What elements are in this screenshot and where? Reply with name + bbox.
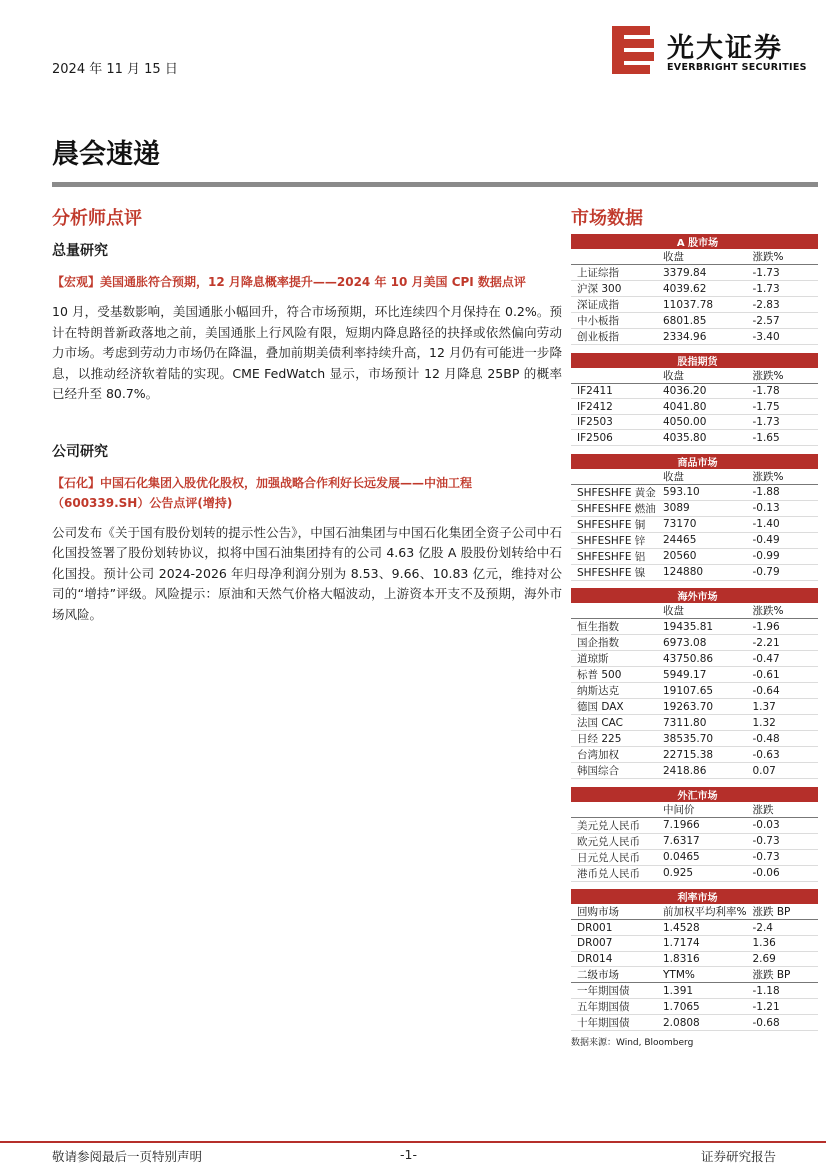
table-row-cell: 中小板指 <box>571 313 657 329</box>
market-section-header <box>571 454 818 469</box>
logo-text-cn: 光大证券 <box>667 33 783 64</box>
table-row-cell: 国企指数 <box>571 635 657 651</box>
table-row <box>571 833 818 849</box>
table-row <box>571 484 818 500</box>
table-row-cell: 1.36 <box>746 936 818 952</box>
column-header-row-cell: YTM% <box>657 967 746 983</box>
table-gap <box>571 446 818 454</box>
table-row-cell: -1.21 <box>746 999 818 1015</box>
table-row-cell: IF2411 <box>571 383 657 399</box>
market-section-header <box>571 787 818 802</box>
table-row <box>571 532 818 548</box>
table-row-cell: 11037.78 <box>657 297 746 313</box>
market-section-header <box>571 234 818 249</box>
table-row-cell: 20560 <box>657 548 746 564</box>
table-row-cell: 2418.86 <box>657 763 746 779</box>
market-section-label: 外汇市场 <box>571 787 818 802</box>
table-row <box>571 383 818 399</box>
table-row-cell: -0.06 <box>746 865 818 881</box>
table-row-cell: 4035.80 <box>657 430 746 446</box>
table-row-cell: -0.03 <box>746 817 818 833</box>
table-row-cell: 7.6317 <box>657 833 746 849</box>
table-row-cell: SHFESHFE 燃油 <box>571 500 657 516</box>
table-row-cell: 欧元兑人民币 <box>571 833 657 849</box>
table-row <box>571 265 818 281</box>
table-row-cell: 五年期国债 <box>571 999 657 1015</box>
market-data-heading: 市场数据 <box>571 208 643 229</box>
page-title: 晨会速递 <box>52 139 160 170</box>
data-source-note: 数据来源：Wind, Bloomberg <box>571 1038 694 1049</box>
table-row-cell: -1.88 <box>746 484 818 500</box>
table-row-cell: 1.4528 <box>657 920 746 936</box>
table-row-cell: 4041.80 <box>657 399 746 415</box>
table-row-cell: 5949.17 <box>657 667 746 683</box>
page-number: -1- <box>400 1147 417 1162</box>
table-row <box>571 667 818 683</box>
table-row-cell: 4039.62 <box>657 281 746 297</box>
column-header-row-cell: 二级市场 <box>571 967 657 983</box>
table-row <box>571 281 818 297</box>
table-row-cell: -0.48 <box>746 731 818 747</box>
table-row-cell: 4050.00 <box>657 414 746 430</box>
table-row-cell: 恒生指数 <box>571 619 657 635</box>
table-row <box>571 297 818 313</box>
table-row-cell: 0.07 <box>746 763 818 779</box>
table-row <box>571 430 818 446</box>
table-row <box>571 313 818 329</box>
table-row-cell: 24465 <box>657 532 746 548</box>
column-header-row-cell: 中间价 <box>657 802 746 818</box>
table-row-cell: -0.79 <box>746 564 818 580</box>
column-header-row <box>571 603 818 619</box>
report-date: 2024 年 11 月 15 日 <box>52 62 178 77</box>
table-row <box>571 516 818 532</box>
table-row-cell: 7311.80 <box>657 715 746 731</box>
table-row-cell: -1.65 <box>746 430 818 446</box>
company-article-body: 公司发布《关于国有股份划转的提示性公告》，中国石油集团与中国石化集团全资子公司中石化国投签署了股份划转协议，拟将中国石油集团持有的公司 4.63 亿股 A 股股份划转给中石化国投。预计公司 2024-2026 年归母净利润分别为 8.53、9.66、10.83 亿元，维持对公司的“增持”评级。风险提示：原油和天然气价格大幅波动，上游资本开支不及预期，海外市场风险。 <box>52 524 562 622</box>
table-row-cell: DR001 <box>571 920 657 936</box>
market-section-label: 利率市场 <box>571 889 818 904</box>
footer-report-type: 证券研究报告 <box>700 1149 776 1164</box>
table-row-cell: 1.7065 <box>657 999 746 1015</box>
table-row-cell: IF2506 <box>571 430 657 446</box>
table-row-cell: -0.99 <box>746 548 818 564</box>
table-row-cell: 日经 225 <box>571 731 657 747</box>
table-row-cell: -0.61 <box>746 667 818 683</box>
column-header-row-cell: 涨跌 BP <box>746 904 818 920</box>
table-row-cell: -2.83 <box>746 297 818 313</box>
title-divider <box>52 182 818 187</box>
table-row <box>571 983 818 999</box>
column-header-row-cell: 涨跌 <box>746 802 818 818</box>
table-row-cell: 22715.38 <box>657 747 746 763</box>
column-header-row <box>571 967 818 983</box>
table-row-cell: 7.1966 <box>657 817 746 833</box>
table-row-cell: -0.49 <box>746 532 818 548</box>
table-row-cell: -0.73 <box>746 849 818 865</box>
table-row-cell: 4036.20 <box>657 383 746 399</box>
table-row-cell: 19263.70 <box>657 699 746 715</box>
table-row <box>571 683 818 699</box>
column-header-row <box>571 249 818 265</box>
table-row-cell: 6801.85 <box>657 313 746 329</box>
table-row <box>571 951 818 967</box>
column-header-row <box>571 368 818 384</box>
table-row-cell: SHFESHFE 锌 <box>571 532 657 548</box>
table-row-cell: 港币兑人民币 <box>571 865 657 881</box>
column-header-row-cell: 收盘 <box>657 368 746 384</box>
table-row-cell: 一年期国债 <box>571 983 657 999</box>
table-row <box>571 500 818 516</box>
column-header-row-cell <box>571 802 657 818</box>
table-row-cell: -0.47 <box>746 651 818 667</box>
table-row-cell: -1.73 <box>746 265 818 281</box>
market-section-label: 股指期货 <box>571 353 818 368</box>
footer-disclaimer: 敬请参阅最后一页特别声明 <box>52 1149 203 1164</box>
table-row-cell: 上证综指 <box>571 265 657 281</box>
table-row-cell: 19435.81 <box>657 619 746 635</box>
table-row-cell: 韩国综合 <box>571 763 657 779</box>
table-row-cell: -0.13 <box>746 500 818 516</box>
table-row <box>571 849 818 865</box>
macro-article-title[interactable]: 【宏观】美国通胀符合预期，12 月降息概率提升——2024 年 10 月美国 CPI 数据点评 <box>52 275 526 289</box>
table-row-cell: 创业板指 <box>571 329 657 345</box>
table-row-cell: 2.0808 <box>657 1015 746 1031</box>
table-row-cell: 标普 500 <box>571 667 657 683</box>
company-article-title[interactable]: 【石化】中国石化集团入股优化股权，加强战略合作利好长远发展——中油工程（600339.SH）公告点评(增持) <box>52 475 473 510</box>
table-row-cell: 1.37 <box>746 699 818 715</box>
table-row <box>571 651 818 667</box>
table-row-cell: 1.7174 <box>657 936 746 952</box>
table-row-cell: 3379.84 <box>657 265 746 281</box>
table-row-cell: -1.78 <box>746 383 818 399</box>
company-logo <box>610 22 810 78</box>
table-row <box>571 715 818 731</box>
table-row-cell: DR007 <box>571 936 657 952</box>
market-section-label: 海外市场 <box>571 588 818 603</box>
column-header-row-cell <box>571 249 657 265</box>
table-row <box>571 999 818 1015</box>
column-header-row-cell: 涨跌% <box>746 603 818 619</box>
table-row-cell: 3089 <box>657 500 746 516</box>
company-heading: 公司研究 <box>52 443 108 460</box>
table-row-cell: -1.73 <box>746 281 818 297</box>
table-row-cell: 台湾加权 <box>571 747 657 763</box>
table-row <box>571 635 818 651</box>
column-header-row <box>571 904 818 920</box>
table-row-cell: 0.925 <box>657 865 746 881</box>
table-row <box>571 699 818 715</box>
table-row-cell: 593.10 <box>657 484 746 500</box>
table-row <box>571 548 818 564</box>
market-section-header <box>571 889 818 904</box>
table-row-cell: 美元兑人民币 <box>571 817 657 833</box>
table-row <box>571 619 818 635</box>
table-gap <box>571 881 818 889</box>
table-row <box>571 920 818 936</box>
table-row-cell: -0.63 <box>746 747 818 763</box>
table-row-cell: 1.8316 <box>657 951 746 967</box>
table-row-cell: -2.21 <box>746 635 818 651</box>
table-row-cell: -0.73 <box>746 833 818 849</box>
table-row-cell: 日元兑人民币 <box>571 849 657 865</box>
macro-article-body: 10 月，受基数影响，美国通胀小幅回升，符合市场预期，环比连续四个月保持在 0.2%。预计在特朗普新政落地之前，美国通胀上行风险有限，短期内降息路径的抉择或依然偏向劳动力市场。考虑到劳动力市场仍在降温，叠加前期美债利率持续升高，12 月仍有可能进一步降息，以推动经济软着陆的实现。CME FedWatch 显示，市场预计 12 月降息 25BP 的概率已经升至 80.7%。 <box>52 304 562 401</box>
column-header-row-cell <box>571 368 657 384</box>
logo-mark-icon <box>610 22 658 78</box>
table-row <box>571 1015 818 1031</box>
table-row-cell: 2334.96 <box>657 329 746 345</box>
column-header-row-cell: 涨跌% <box>746 249 818 265</box>
table-row <box>571 747 818 763</box>
table-row-cell: -1.40 <box>746 516 818 532</box>
table-row-cell: 6973.08 <box>657 635 746 651</box>
market-data-column <box>571 204 818 1048</box>
table-row-cell: 十年期国债 <box>571 1015 657 1031</box>
table-row-cell: SHFESHFE 铜 <box>571 516 657 532</box>
table-row-cell: DR014 <box>571 951 657 967</box>
table-row-cell: 1.391 <box>657 983 746 999</box>
market-data-table <box>571 234 818 1031</box>
table-row-cell: 73170 <box>657 516 746 532</box>
table-row-cell: -2.57 <box>746 313 818 329</box>
market-section-header <box>571 588 818 603</box>
table-row-cell: IF2503 <box>571 414 657 430</box>
table-row-cell: SHFESHFE 铝 <box>571 548 657 564</box>
table-row-cell: 法国 CAC <box>571 715 657 731</box>
table-row <box>571 414 818 430</box>
table-row-cell: 纳斯达克 <box>571 683 657 699</box>
table-row-cell: 深证成指 <box>571 297 657 313</box>
market-section-label: A 股市场 <box>571 234 818 249</box>
table-row-cell: -0.68 <box>746 1015 818 1031</box>
table-row-cell: 2.69 <box>746 951 818 967</box>
table-row-cell: 43750.86 <box>657 651 746 667</box>
table-row <box>571 936 818 952</box>
table-row-cell: -1.73 <box>746 414 818 430</box>
market-section-header <box>571 353 818 368</box>
column-header-row-cell: 收盘 <box>657 469 746 485</box>
column-header-row-cell: 涨跌% <box>746 469 818 485</box>
table-row-cell: SHFESHFE 镍 <box>571 564 657 580</box>
column-header-row-cell: 回购市场 <box>571 904 657 920</box>
macro-heading: 总量研究 <box>52 243 108 259</box>
table-row <box>571 865 818 881</box>
table-row-cell: -3.40 <box>746 329 818 345</box>
column-header-row-cell <box>571 469 657 485</box>
table-row-cell: IF2412 <box>571 399 657 415</box>
table-row-cell: -1.75 <box>746 399 818 415</box>
table-row-cell: -1.96 <box>746 619 818 635</box>
table-row-cell: 德国 DAX <box>571 699 657 715</box>
column-header-row <box>571 469 818 485</box>
analyst-column <box>52 204 562 625</box>
logo-text-en: EVERBRIGHT SECURITIES <box>667 62 807 73</box>
column-header-row <box>571 802 818 818</box>
table-row-cell: 38535.70 <box>657 731 746 747</box>
table-row-cell: -2.4 <box>746 920 818 936</box>
table-row-cell: 沪深 300 <box>571 281 657 297</box>
table-row-cell: 19107.65 <box>657 683 746 699</box>
footer-divider <box>0 1141 826 1143</box>
table-row-cell: 道琼斯 <box>571 651 657 667</box>
table-row <box>571 564 818 580</box>
column-header-row-cell: 涨跌% <box>746 368 818 384</box>
column-header-row-cell: 涨跌 BP <box>746 967 818 983</box>
table-gap <box>571 580 818 588</box>
column-header-row-cell: 收盘 <box>657 603 746 619</box>
column-header-row-cell: 前加权平均利率% <box>657 904 746 920</box>
table-row <box>571 399 818 415</box>
table-row <box>571 329 818 345</box>
table-row-cell: -1.18 <box>746 983 818 999</box>
table-row-cell: SHFESHFE 黄金 <box>571 484 657 500</box>
column-header-row-cell: 收盘 <box>657 249 746 265</box>
market-section-label: 商品市场 <box>571 454 818 469</box>
table-row-cell: -0.64 <box>746 683 818 699</box>
column-header-row-cell <box>571 603 657 619</box>
table-row-cell: 0.0465 <box>657 849 746 865</box>
table-row <box>571 763 818 779</box>
table-row-cell: 124880 <box>657 564 746 580</box>
analyst-section-heading: 分析师点评 <box>52 208 142 229</box>
table-gap <box>571 779 818 787</box>
table-row <box>571 817 818 833</box>
table-row-cell: 1.32 <box>746 715 818 731</box>
table-row <box>571 731 818 747</box>
table-gap <box>571 345 818 353</box>
